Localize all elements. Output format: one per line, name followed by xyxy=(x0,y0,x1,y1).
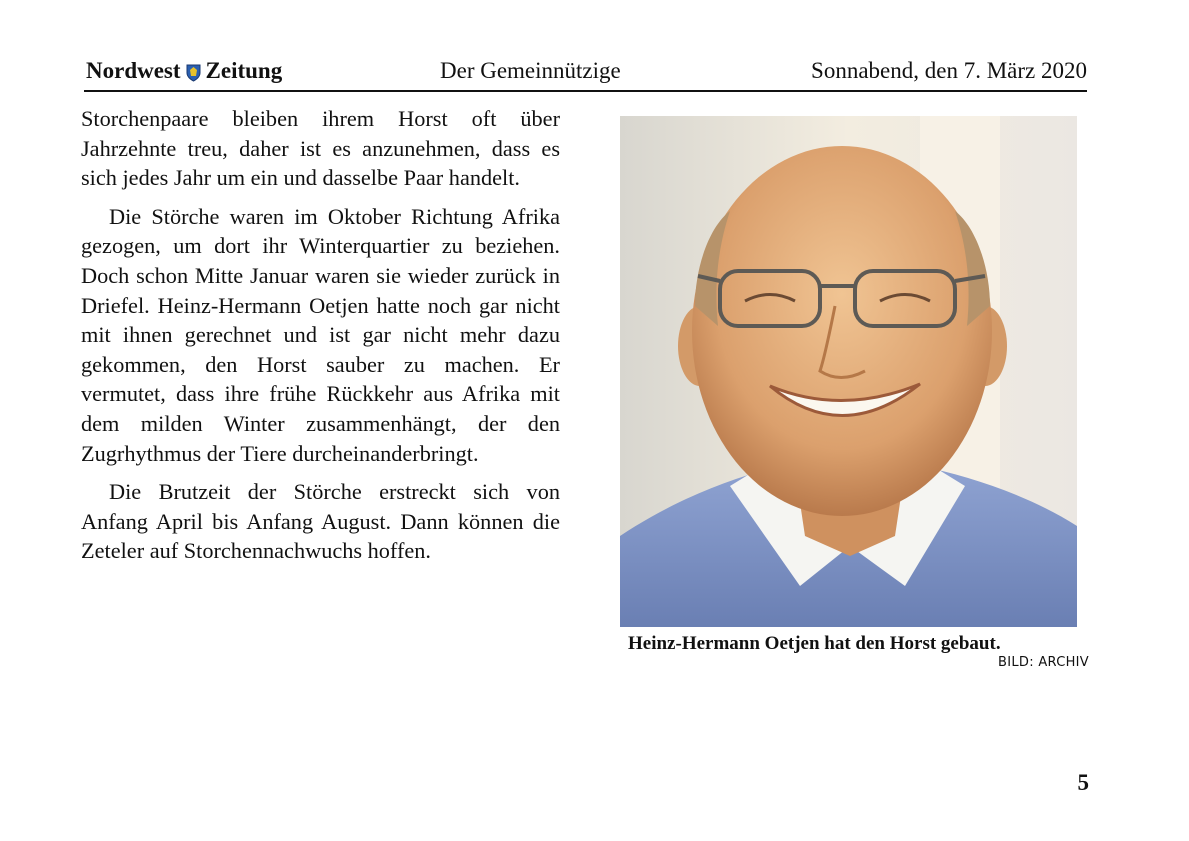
article-body xyxy=(81,104,560,575)
section-title: Der Gemeinnützige xyxy=(440,58,621,83)
brand-name-part1: Nordwest xyxy=(86,58,181,83)
article-paragraph: Die Störche waren im Oktober Richtung Afrika gezogen, um dort ihr Winterquartier zu beziehen. Doch schon Mitte Januar waren sie wieder zurück in Driefel. Heinz-Hermann Oetjen hatte noch gar nicht mit ihnen gerechnet und ist gar nicht mehr dazu gekommen, den Horst sauber zu machen. Er vermutet, dass ihre frühe Rückkehr aus Afrika mit dem milden Winter zusammenhängt, der den Zugrhythmus der Tiere durcheinanderbringt. xyxy=(81,203,560,466)
issue-date: Sonnabend, den 7. März 2020 xyxy=(811,58,1087,83)
photo-credit: BILD: ARCHIV xyxy=(998,655,1089,670)
header-rule xyxy=(84,90,1087,92)
masthead xyxy=(84,58,1087,88)
photo-caption: Heinz-Hermann Oetjen hat den Horst gebaut. xyxy=(628,633,1001,654)
newspaper-brand xyxy=(86,58,282,84)
portrait-photo xyxy=(620,116,1077,627)
brand-name-part2: Zeitung xyxy=(205,58,283,83)
page-number: 5 xyxy=(1077,770,1089,795)
crest-icon xyxy=(186,62,201,80)
article-paragraph: Die Brutzeit der Störche erstreckt sich von Anfang April bis Anfang August. Dann können die Zeteler auf Storchennachwuchs hoffen. xyxy=(81,479,560,564)
article-paragraph: Storchenpaare bleiben ihrem Horst oft über Jahrzehnte treu, daher ist es anzunehmen, dass es sich jedes Jahr um ein und dasselbe Paar handelt. xyxy=(81,106,560,191)
